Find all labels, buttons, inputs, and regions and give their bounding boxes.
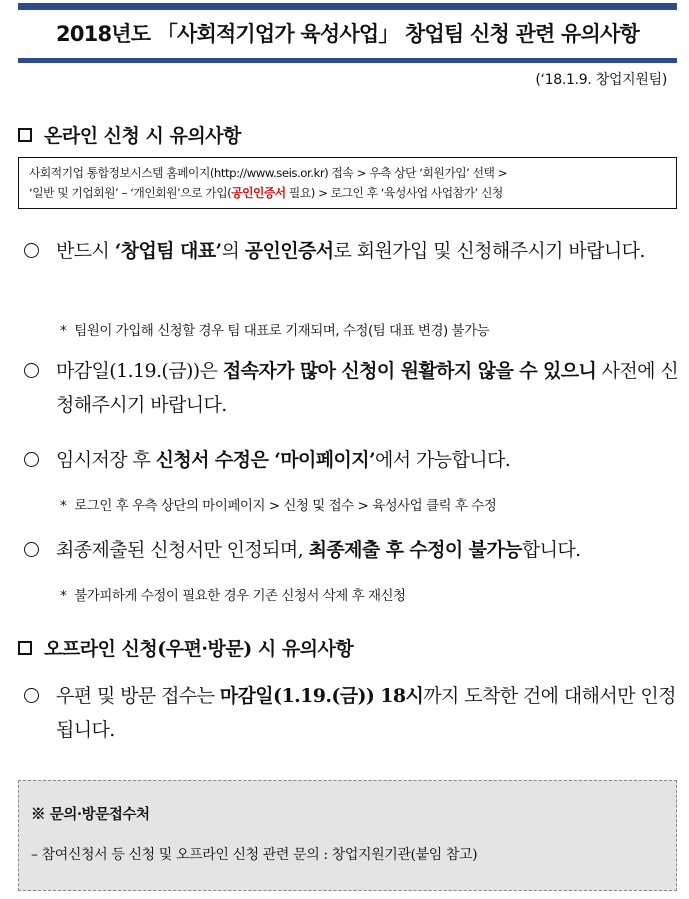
section-heading-offline	[18, 634, 353, 661]
notice-item-text: 우편 및 방문 접수는 마감일(1.19.(금)) 18시까지 도착한 건에 대해서만 인정됩니다.	[56, 685, 676, 741]
square-bullet-icon	[18, 128, 32, 142]
circle-bullet-icon	[24, 363, 39, 378]
notice-item-representative	[24, 234, 679, 268]
certificate-highlight: 공인인증서	[231, 186, 286, 200]
page-title: 2018년도 「사회적기업가 육성사업」 창업팀 신청 관련 유의사항	[56, 22, 639, 46]
section-heading-online-text: 온라인 신청 시 유의사항	[44, 125, 241, 147]
notice-item-text: 마감일(1.19.(금))은 접속자가 많아 신청이 원활하지 않을 수 있으니 사전에 신청해주시기 바랍니다.	[56, 360, 679, 416]
title-bottom-rule	[18, 58, 677, 63]
contact-info-box	[18, 780, 677, 891]
notice-item-deadline	[24, 354, 679, 422]
notice-item-mypage	[24, 443, 679, 477]
procedure-line-1: 사회적기업 통합정보시스템 홈페이지(http://www.seis.or.kr) 접속 > 우측 상단 ‘회원가입’ 선택 >	[29, 166, 508, 180]
notice-item-text: 임시저장 후 신청서 수정은 ‘마이페이지’에서 가능합니다.	[56, 449, 511, 471]
notice-item-text: 최종제출된 신청서만 인정되며, 최종제출 후 수정이 불가능합니다.	[56, 539, 581, 561]
asterisk-icon: *	[60, 588, 67, 604]
procedure-line-2-post: 필요) > 로그인 후 ‘육성사업 사업참가’ 신청	[285, 186, 503, 200]
notice-item-offline-deadline	[24, 679, 679, 747]
asterisk-icon: *	[60, 323, 67, 339]
sub-note-representative: * 팀원이 가입해 신청할 경우 팀 대표로 기재되며, 수정(팀 대표 변경) 불가능	[60, 323, 490, 339]
circle-bullet-icon	[24, 243, 39, 258]
procedure-info-box	[18, 157, 677, 209]
contact-text: – 참여신청서 등 신청 및 오프라인 신청 관련 문의 : 창업지원기관(붙임 참고)	[31, 847, 478, 863]
circle-bullet-icon	[24, 452, 39, 467]
procedure-line-2-pre: ‘일반 및 기업회원’ – ‘개인회원’으로 가입(	[29, 186, 232, 200]
date-note: (‘18.1.9. 창업지원팀)	[535, 72, 667, 88]
section-heading-offline-text: 오프라인 신청(우편·방문) 시 유의사항	[44, 638, 354, 660]
title-top-rule	[18, 3, 677, 10]
circle-bullet-icon	[24, 542, 39, 557]
asterisk-icon: *	[60, 498, 67, 514]
contact-title: ※ 문의·방문접수처	[31, 806, 150, 823]
circle-bullet-icon	[24, 688, 39, 703]
sub-note-final-submit: * 불가피하게 수정이 필요한 경우 기존 신청서 삭제 후 재신청	[60, 588, 406, 604]
sub-note-mypage: * 로그인 후 우측 상단의 마이페이지 > 신청 및 접수 > 육성사업 클릭 후 수정	[60, 498, 497, 514]
notice-item-text: 반드시 ‘창업팀 대표’의 공인인증서로 회원가입 및 신청해주시기 바랍니다.	[56, 240, 645, 262]
square-bullet-icon	[18, 641, 32, 655]
procedure-line-2	[29, 183, 666, 203]
notice-item-final-submit	[24, 533, 679, 567]
section-heading-online	[18, 121, 241, 148]
